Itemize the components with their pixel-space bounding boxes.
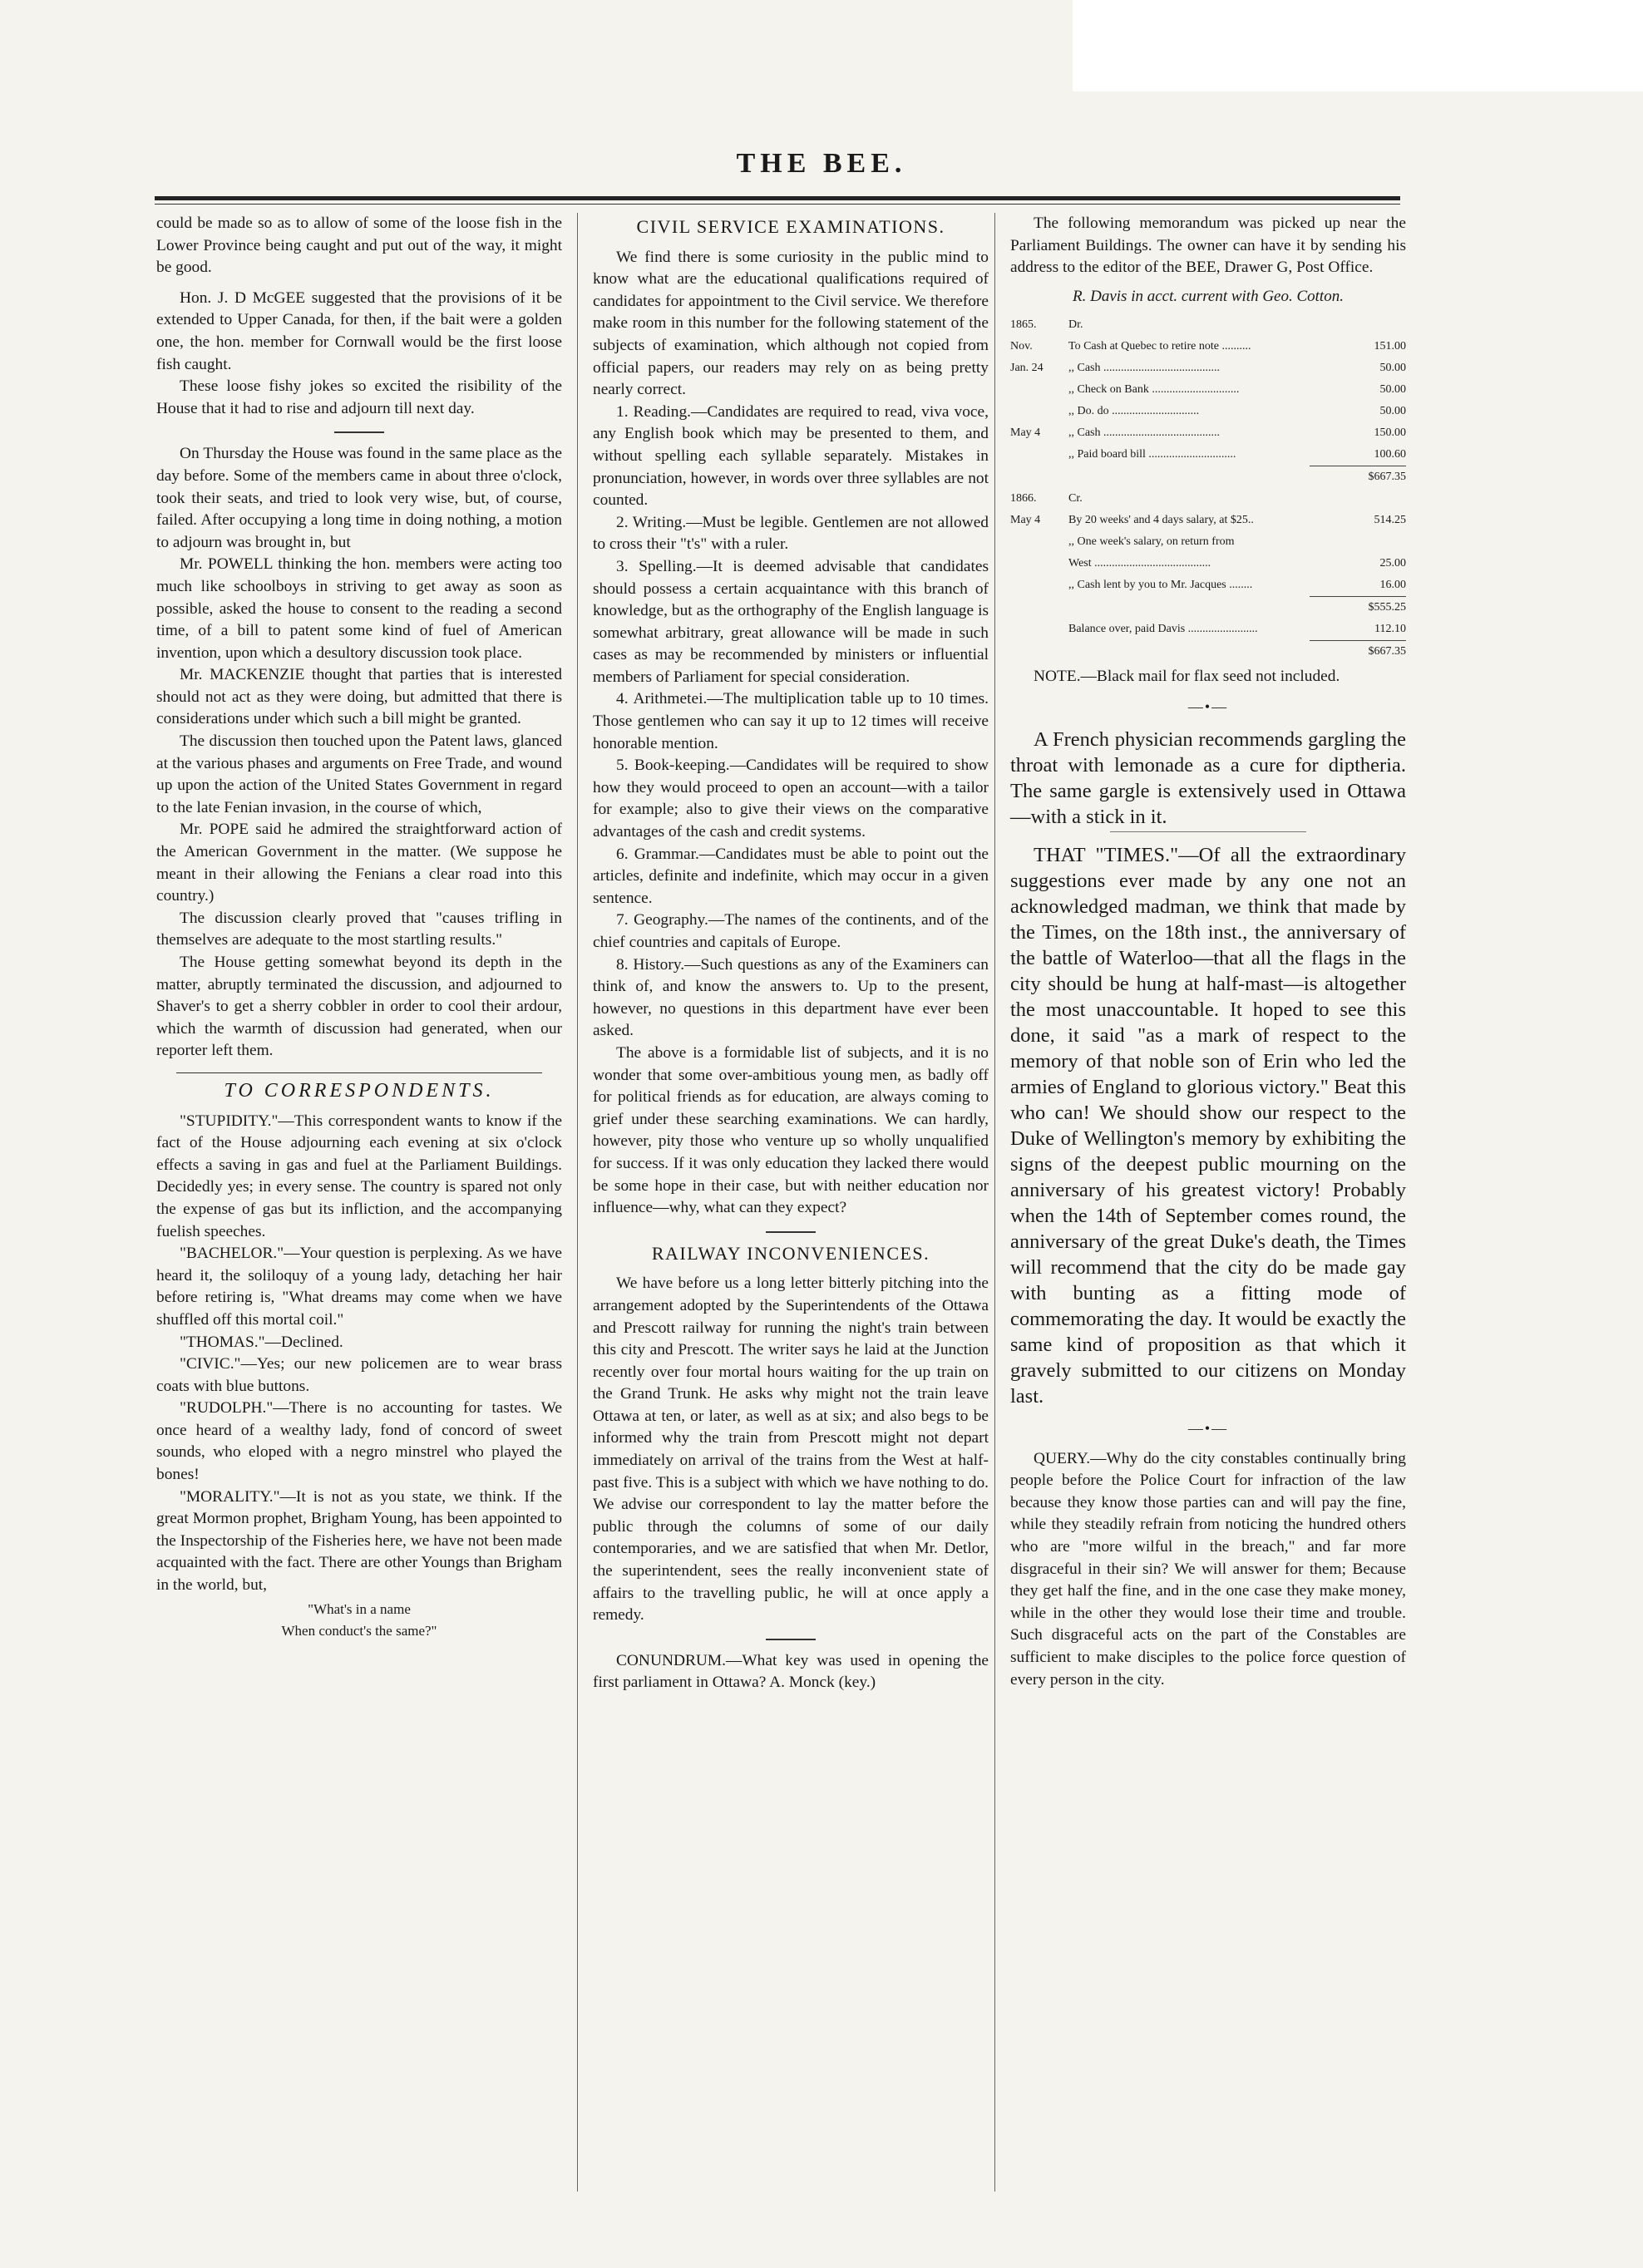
divider bbox=[334, 431, 384, 433]
exam-item: 3. Spelling.—It is deemed advisable that candidates should possess a certain acquaintance with this branch of knowledge, but as the orthography of the English language is somewhat arbitrary, great allowance will be made in such cases as may be recommended by ministers or influential members of Parliament for special consideration. bbox=[593, 557, 989, 686]
account-row bbox=[1010, 357, 1406, 379]
account-item: Dr. bbox=[1068, 318, 1083, 331]
account-item: ,, Cash lent by you to Mr. Jacques ........ bbox=[1068, 578, 1253, 591]
exam-item: 1. Reading.—Candidates are required to read, viva voce, any English book which may be presented to them, and without spelling each syllable separately. Mistakes in pronunciation, however, in words over three syllables are not counted. bbox=[593, 402, 989, 510]
debit-total: $667.35 bbox=[1310, 466, 1406, 488]
account-amount bbox=[1340, 531, 1406, 553]
account-item: West ........................................ bbox=[1068, 556, 1211, 569]
account-amount: 150.00 bbox=[1374, 426, 1406, 439]
article-paragraph: Mr. POWELL thinking the hon. members were acting too much like schoolboys in striving to get away as soon as possible, asked the house to consent to the reading a second time, of a bill to patent some kind of fuel of American invention, upon which a desultory discussion took place. bbox=[156, 555, 562, 662]
correspondent-reply: "STUPIDITY."—This correspondent wants to know if the fact of the House adjourning each evening at six o'clock effects a saving in gas and fuel at the Parliament Buildings. Decidedly yes; in every sense. The country is spared not only the expense of gas but its infliction, and the accompanying fuelish speeches. bbox=[156, 1112, 562, 1240]
divider bbox=[766, 1231, 816, 1233]
article-paragraph: Hon. J. D McGEE suggested that the provisions of it be extended to Upper Canada, for then, if the bait were a golden one, the hon. member for Cornwall would be the first loose fish caught. bbox=[156, 288, 562, 373]
account-date: 1866. bbox=[1010, 491, 1037, 505]
account-amount: 151.00 bbox=[1374, 339, 1406, 353]
account-row bbox=[1010, 444, 1406, 466]
article-paragraph: The following memorandum was picked up near the Parliament Buildings. The owner can have it by sending his address to the editor of the BEE, Drawer G, Post Office. bbox=[1010, 214, 1406, 277]
article-paragraph: The House getting somewhat beyond its depth in the matter, abruptly terminated the discussion, and adjourned to Shaver's to get a sherry cobbler in order to cool their ardour, which the warmth of discussion had generated, when our reporter left them. bbox=[156, 954, 562, 1060]
article-paragraph: Mr. MACKENZIE thought that parties that is interested should not act as they were doing, but admitted that there is considerations under which such a bill might be granted. bbox=[156, 666, 562, 728]
account-row bbox=[1010, 488, 1406, 510]
torn-corner bbox=[1073, 0, 1643, 91]
masthead-rule bbox=[155, 196, 1400, 200]
divider bbox=[766, 1639, 816, 1640]
poem-line: When conduct's the same?" bbox=[281, 1622, 437, 1639]
balance-amount: 112.10 bbox=[1374, 622, 1406, 635]
account-amount: 514.25 bbox=[1374, 513, 1406, 526]
section-rule bbox=[176, 1072, 542, 1073]
exam-item: 4. Arithmetei.—The multiplication table up to 10 times. Those gentlemen who can say it up to 12 times will receive honorable mention. bbox=[593, 690, 989, 752]
article-paragraph: The discussion clearly proved that "causes trifling in themselves are adequate to the most startling results." bbox=[156, 909, 562, 949]
account-item: ,, Cash ........................................ bbox=[1068, 426, 1220, 439]
exam-item: 5. Book-keeping.—Candidates will be required to show how they would proceed to open an account—with a tailor for example; also to give their views on the comparative advantages of the cash and credit systems. bbox=[593, 757, 989, 841]
correspondent-reply: "THOMAS."—Declined. bbox=[180, 1333, 343, 1351]
account-heading: R. Davis in acct. current with Geo. Cotton. bbox=[1073, 287, 1344, 305]
conundrum: CONUNDRUM.—What key was used in opening the first parliament in Ottawa? A. Monck (key.) bbox=[593, 1651, 989, 1692]
article-paragraph: The above is a formidable list of subjects, and it is no wonder that some over-ambitious young men, as badly off for political friends as for education, are always coming to grief under these searching examinations. We can hardly, however, pity those who venture up so wholly unqualified for success. If it was only education they lacked there would be some hope in their case, but with neither education nor influence—why, what can they expect? bbox=[593, 1043, 989, 1217]
article-paragraph: These loose fishy jokes so excited the risibility of the House that it had to rise and adjourn till next day. bbox=[156, 377, 562, 417]
account-date: 1865. bbox=[1010, 318, 1037, 331]
column-3 bbox=[994, 213, 1406, 2192]
large-print-section bbox=[1010, 727, 1406, 1409]
account-row bbox=[1010, 379, 1406, 401]
account-row bbox=[1010, 574, 1406, 596]
account-date: May 4 bbox=[1010, 426, 1041, 439]
masthead: THE BEE. bbox=[736, 148, 907, 179]
exam-item: 8. History.—Such questions as any of the Examiners can think of, and know the answers to. Up to the present, however, no questions in this department have ever been asked. bbox=[593, 955, 989, 1040]
credit-rows bbox=[1010, 488, 1406, 596]
exam-item: 2. Writing.—Must be legible. Gentlemen are not allowed to cross their "t's" with a ruler. bbox=[593, 513, 989, 554]
section-heading-civil-service: CIVIL SERVICE EXAMINATIONS. bbox=[636, 216, 945, 237]
article-paragraph: Mr. POPE said he admired the straightforward action of the American Government in the matter. (We suppose he meant in their allowing the Fenians a clear road into this country.) bbox=[156, 821, 562, 905]
account-amount: 25.00 bbox=[1379, 556, 1406, 569]
column-1 bbox=[156, 213, 562, 1640]
account-date: Jan. 24 bbox=[1010, 361, 1044, 374]
account-date bbox=[1010, 574, 1068, 596]
account-item: By 20 weeks' and 4 days salary, at $25.. bbox=[1068, 513, 1254, 526]
poem-line: "What's in a name bbox=[308, 1600, 411, 1617]
account-row bbox=[1010, 336, 1406, 357]
account-item: ,, Do. do .............................. bbox=[1068, 404, 1200, 417]
article-paragraph: On Thursday the House was found in the same place as the day before. Some of the members came in about three o'clock, took their seats, and tried to look very wise, but, of course, failed. After occupying a long time in doing nothing, a motion to adjourn was brought in, but bbox=[156, 445, 562, 551]
debit-rows bbox=[1010, 314, 1406, 466]
account-row bbox=[1010, 531, 1406, 553]
exam-item: 6. Grammar.—Candidates must be able to point out the articles, definite and indefinite, which may occur in a given sentence. bbox=[593, 845, 989, 907]
correspondent-reply: "BACHELOR."—Your question is perplexing. As we have heard it, the soliloquy of a young lady, detaching her hair before retiring is, "What dreams may come when we have shuffled off this mortal coil." bbox=[156, 1245, 562, 1329]
divider bbox=[1110, 831, 1306, 832]
correspondent-reply: "RUDOLPH."—There is no accounting for tastes. We once heard of a wealthy lady, fond of concord of sweet sounds, who eloped with a negro minstrel who played the bones! bbox=[156, 1399, 562, 1484]
account-amount bbox=[1340, 314, 1406, 336]
balance-label: Balance over, paid Davis ........................ bbox=[1068, 622, 1258, 635]
correspondent-reply: "MORALITY."—It is not as you state, we think. If the great Mormon prophet, Brigham Young, has been appointed to the Inspectorship of the Fisheries here, we have not been made acquainted with the fact. There are other Youngs than Brigham in the world, but, bbox=[156, 1487, 562, 1595]
article-paragraph: We have before us a long letter bitterly pitching into the arrangement adopted by the Superintendents of the Ottawa and Prescott railway for running the night's train between this city and Prescott. The writer says he laid at the Junction recently over four mortal hours waiting for the up train on the Grand Trunk. He asks why might not the train leave Ottawa at ten, or later, as well as at six; and also begs to be informed why the train from Prescott might not depart immediately on arrival of the trains from the West at half-past five. This is a subject with which we have nothing to do. We advise our correspondent to lay the matter before the public through the columns of some of our daily contemporaries, and we are satisfied that when Mr. Detlor, the superintendent, sees the really inconvenient state of affairs to the travelling public, he will at once apply a remedy. bbox=[593, 1275, 989, 1625]
account-memorandum bbox=[1010, 286, 1406, 663]
account-date bbox=[1010, 553, 1068, 574]
account-item: ,, Check on Bank .............................. bbox=[1068, 382, 1240, 396]
balance-row bbox=[1010, 619, 1406, 640]
account-row bbox=[1010, 314, 1406, 336]
account-item: Cr. bbox=[1068, 491, 1083, 505]
article-paragraph: THAT "TIMES."—Of all the extraordinary suggestions ever made by any one not an acknowledged madman, we think that made by the Times, on the 18th inst., the anniversary of the battle of Waterloo—that all the flags in the city should be hung at half-mast—is altogether the most unaccountable. It hoped to see this done, it said "as a mark of respect to the memory of that noble son of Erin who led the armies of England to glorious victory." Beat this who can! We should show our respect to the Duke of Wellington's memory by exhibiting the signs of the deepest public mourning on the anniversary of his greatest victory! Probably when the 14th of September comes round, the anniversary of the great Duke's death, the Times will recommend that the city do be made gay with bunting as a fitting mode of commemorating the day. It would be exactly the same kind of proposition as that which it gravely submitted to our citizens on Monday last. bbox=[1010, 843, 1406, 1408]
account-date: Nov. bbox=[1010, 339, 1033, 353]
account-amount: 50.00 bbox=[1379, 361, 1406, 374]
account-row bbox=[1010, 553, 1406, 574]
account-amount: 50.00 bbox=[1379, 382, 1406, 396]
article-paragraph: A French physician recommends gargling the throat with lemonade as a cure for diptheria. The same gargle is extensively used in Ottawa—with a stick in it. bbox=[1010, 727, 1406, 828]
credit-subtotal: $555.25 bbox=[1310, 596, 1406, 619]
masthead-rule-thin bbox=[155, 204, 1400, 205]
ornament-divider: —•— bbox=[1187, 698, 1229, 716]
account-item: ,, Paid board bill .............................. bbox=[1068, 447, 1236, 461]
article-paragraph: The discussion then touched upon the Patent laws, glanced at the various phases and arguments on Free Trade, and wound up upon the action of the United States Government in regard to the late Fenian invasion, in the course of which, bbox=[156, 732, 562, 816]
column-2 bbox=[577, 213, 989, 2192]
correspondents-heading: TO CORRESPONDENTS. bbox=[224, 1079, 495, 1102]
account-amount: 100.60 bbox=[1374, 447, 1406, 461]
query-paragraph: QUERY.—Why do the city constables continually bring people before the Police Court for infraction of the law because they know those parties can and will pay the fine, while they steadily refrain from noticing the hundred others who are "more wilful in the breach," and far more disgraceful in their sin? We will answer for them; Because they get half the fine, and in the one case they make money, while in the other they would lose their time and trouble. Such disgraceful acts on the part of the Constables are sufficient to make disciples to the police force question of every person in the city. bbox=[1010, 1449, 1406, 1689]
account-row bbox=[1010, 401, 1406, 422]
section-heading-railway: RAILWAY INCONVENIENCES. bbox=[651, 1242, 930, 1264]
account-date bbox=[1010, 401, 1068, 422]
account-date bbox=[1010, 379, 1068, 401]
account-date bbox=[1010, 531, 1068, 553]
ornament-divider: —•— bbox=[1187, 1419, 1229, 1437]
account-item: ,, One week's salary, on return from bbox=[1068, 535, 1235, 548]
article-paragraph: could be made so as to allow of some of the loose fish in the Lower Province being caught and put out of the way, it might be good. bbox=[156, 214, 562, 277]
account-row bbox=[1010, 510, 1406, 531]
account-amount bbox=[1340, 488, 1406, 510]
final-total: $667.35 bbox=[1310, 640, 1406, 663]
correspondent-reply: "CIVIC."—Yes; our new policemen are to wear brass coats with blue buttons. bbox=[156, 1355, 562, 1395]
account-row bbox=[1010, 422, 1406, 444]
exam-item: 7. Geography.—The names of the continents, and of the chief countries and capitals of Europe. bbox=[593, 911, 989, 951]
account-item: ,, Cash ........................................ bbox=[1068, 361, 1220, 374]
account-amount: 16.00 bbox=[1379, 578, 1406, 591]
account-item: To Cash at Quebec to retire note .......... bbox=[1068, 339, 1251, 353]
account-amount: 50.00 bbox=[1379, 404, 1406, 417]
account-note: NOTE.—Black mail for flax seed not included. bbox=[1034, 667, 1340, 685]
account-date: May 4 bbox=[1010, 513, 1041, 526]
article-paragraph: We find there is some curiosity in the public mind to know what are the educational qualifications required of candidates for appointment to the Civil service. We therefore make room in this number for the following statement of the subjects of examination, which although not copied from official papers, our readers may rely on as being pretty nearly correct. bbox=[593, 248, 989, 399]
account-date bbox=[1010, 444, 1068, 466]
